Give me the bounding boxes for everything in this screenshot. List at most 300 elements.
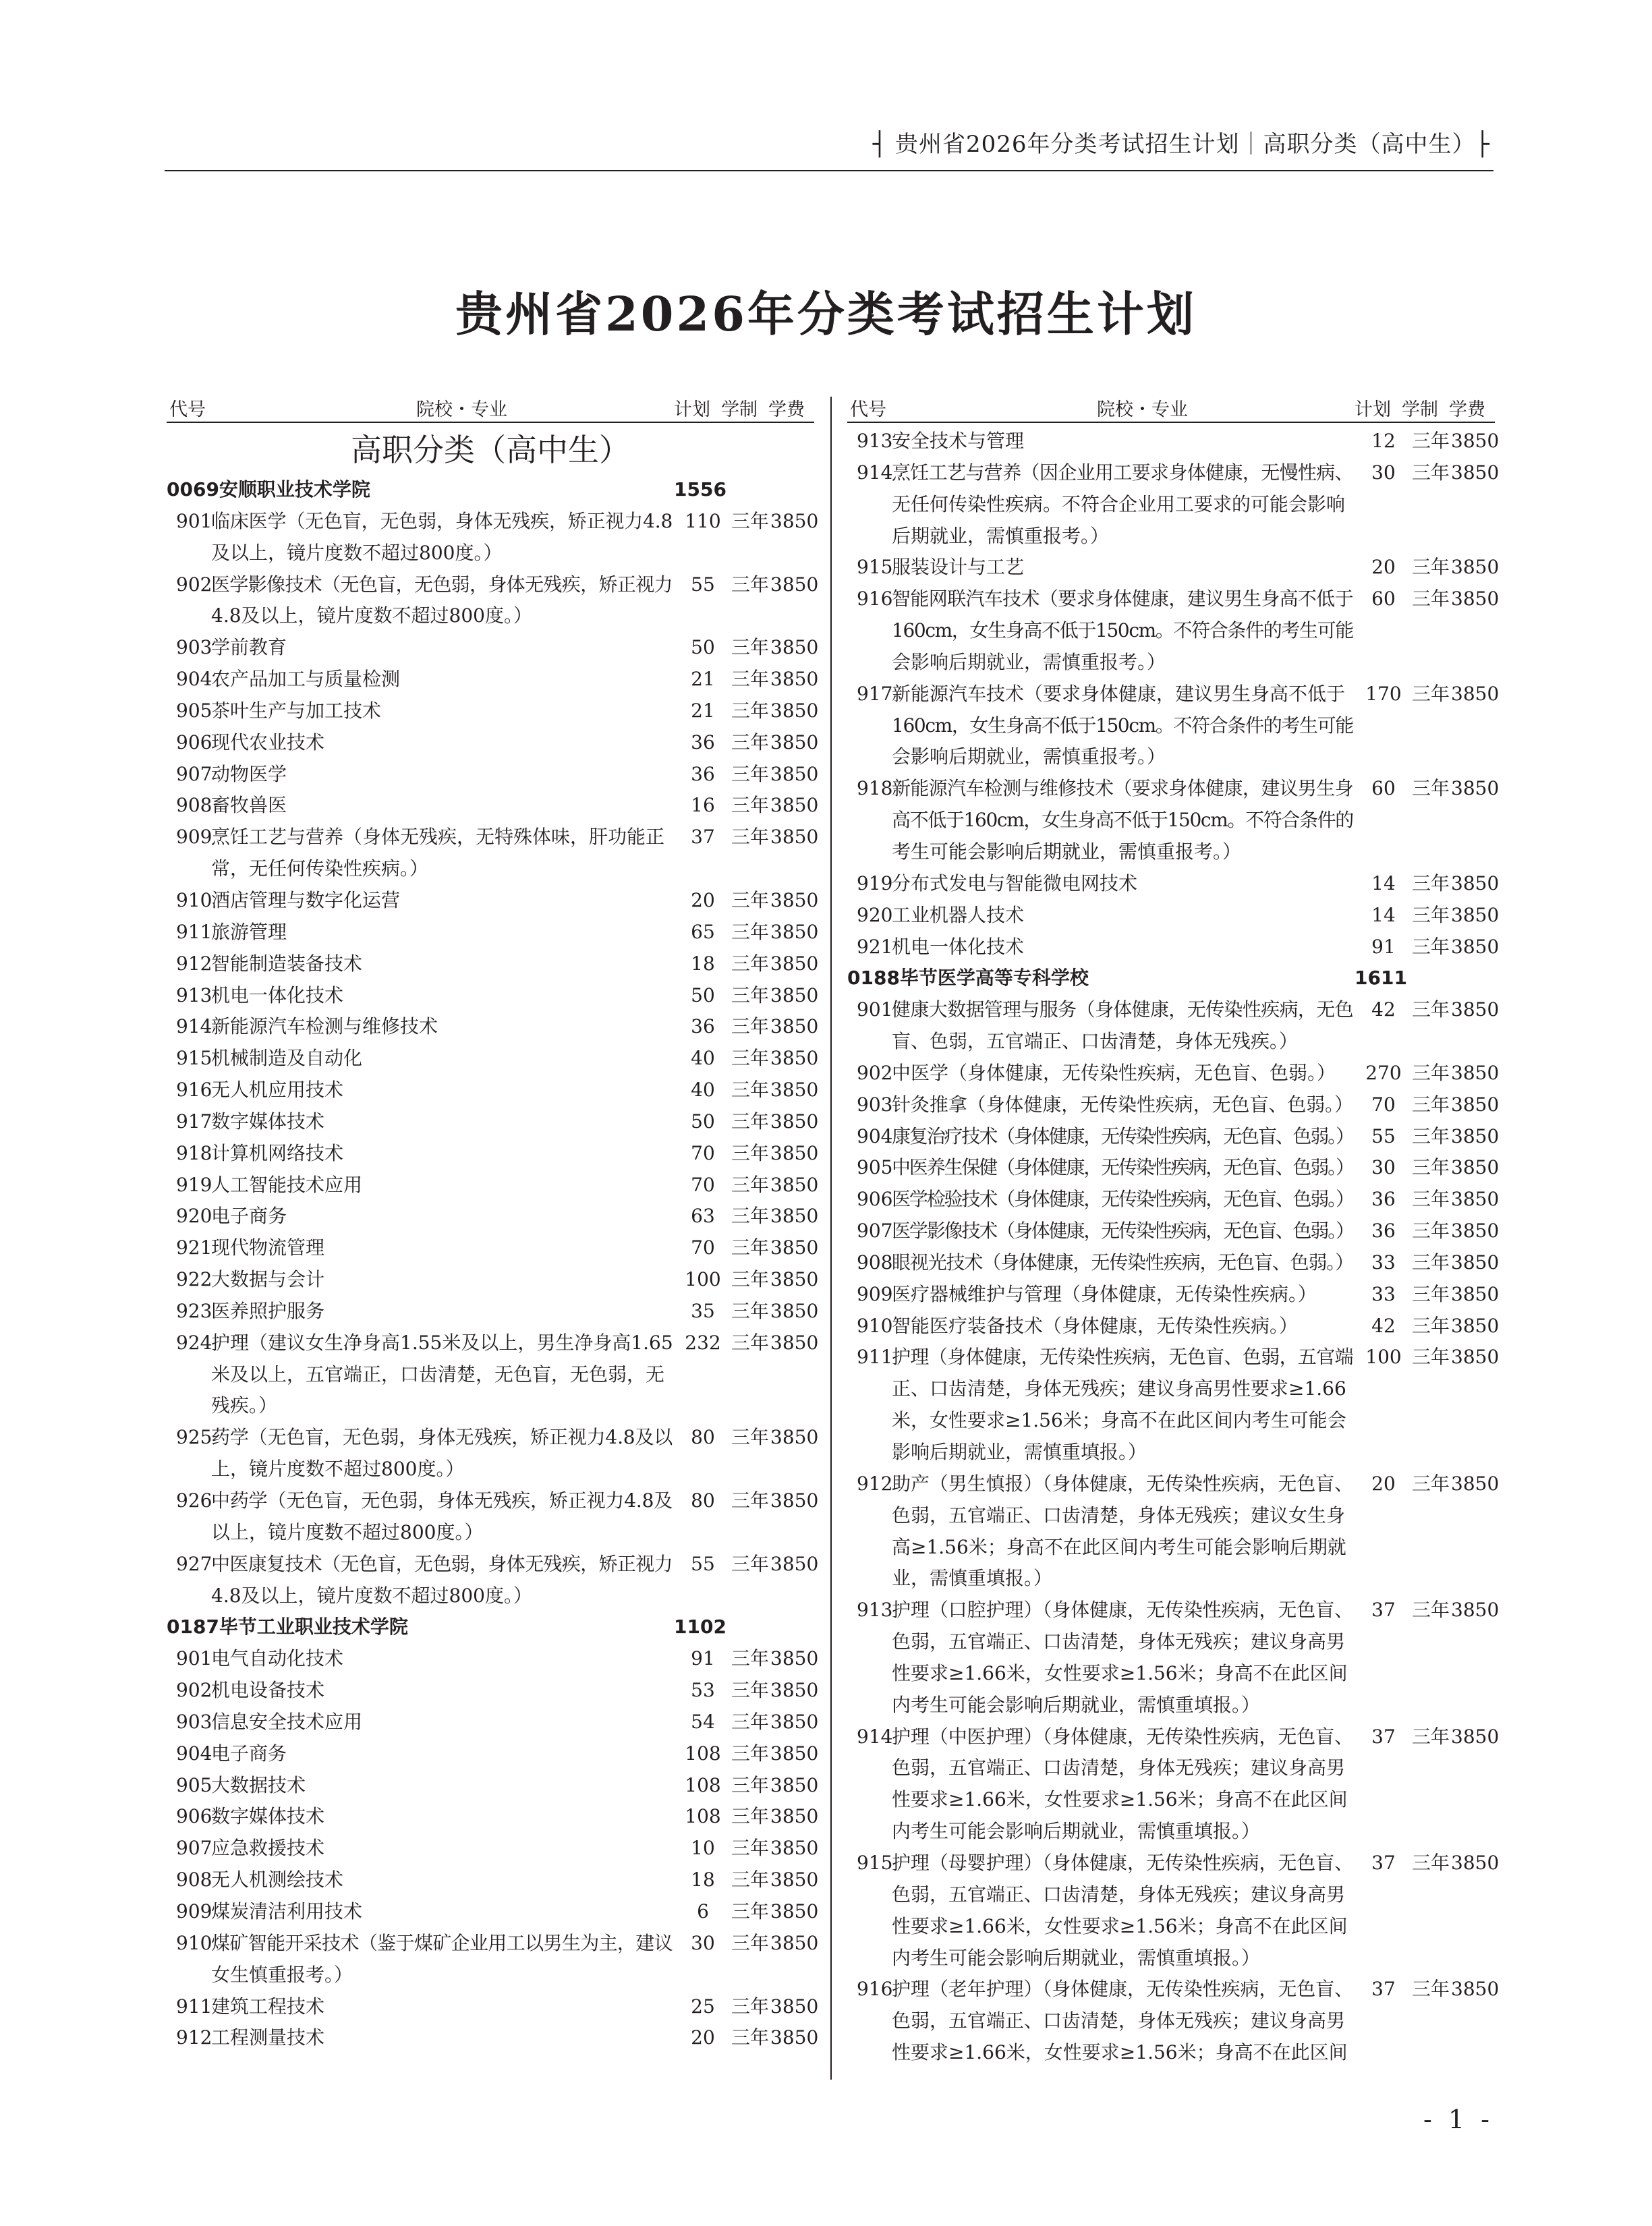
major-name-line: 茶叶生产与加工技术 [211,699,382,722]
major-name-line: 4.8及以上，镜片度数不超过800度。） [211,1584,532,1607]
tuition-fee: 3850 [1451,998,1500,1021]
major-name-line: 烹饪工艺与营养（因企业用工要求身体健康，无慢性病、 [892,461,1354,484]
major-code: 901 [176,509,212,532]
major-name-line: 新能源汽车检测与维修技术 [211,1015,438,1038]
plan-count: 53 [691,1679,715,1702]
plan-count: 14 [1371,872,1396,894]
major-code: 905 [176,699,212,722]
table-row [167,1201,819,1232]
major-name-line: 无人机测绘技术 [211,1868,344,1891]
plan-count: 37 [691,826,715,849]
major-name [211,1549,674,1612]
study-years: 三年 [731,762,769,785]
major-code: 920 [176,1205,212,1228]
tuition-fee: 3850 [1451,430,1500,452]
major-name [211,1170,674,1201]
study-years: 三年 [731,1110,769,1133]
major-name [211,822,674,885]
tuition-fee: 3850 [770,1236,819,1259]
major-name-line: 医学影像技术（身体健康，无传染性疾病，无色盲、色弱。） [892,1220,1353,1243]
tuition-fee: 3850 [770,668,819,691]
plan-count: 60 [1371,588,1396,610]
major-name-line: 残疾。） [211,1394,278,1417]
table-row [847,1468,1500,1595]
plan-count: 100 [685,1268,721,1291]
table-row [167,1232,819,1264]
major-code: 914 [176,1015,212,1038]
major-name-line: 分布式发电与智能微电网技术 [892,872,1138,894]
major-code: 902 [176,573,212,596]
major-name [892,679,1355,774]
plan-count: 80 [691,1426,715,1449]
major-name-line: 临床医学（无色盲，无色弱，身体无残疾，矫正视力4.8 [211,509,673,532]
major-code: 923 [176,1299,212,1322]
major-name-line: 4.8及以上，镜片度数不超过800度。） [211,604,532,627]
table-row [847,1089,1500,1121]
major-code: 912 [176,2026,212,2049]
major-name [211,759,674,791]
major-name [211,569,674,633]
tuition-fee: 3850 [770,1837,819,1860]
major-name-line: 医学影像技术（无色盲，无色弱，身体无残疾，矫正视力 [211,573,673,596]
tuition-fee: 3850 [1451,872,1500,894]
study-years: 三年 [1411,1314,1450,1337]
major-name [892,994,1355,1058]
table-row [847,1247,1500,1279]
table-row [847,426,1500,457]
plan-count: 37 [1371,1851,1396,1874]
table-row [847,1848,1500,1974]
major-name [211,2022,674,2054]
major-name-line: 米，女性要求≥1.56米；身高不在此区间内考生可能会 [892,1409,1346,1432]
tuition-fee: 3850 [770,573,819,596]
major-name-line: 现代物流管理 [211,1236,325,1259]
plan-count: 70 [691,1236,715,1259]
plan-count: 20 [1371,1472,1396,1495]
table-row [847,1121,1500,1153]
table-row [847,1279,1500,1311]
table-row [167,1864,819,1896]
plan-count: 25 [691,1995,715,2018]
table-row [167,664,819,695]
tuition-fee: 3850 [770,794,819,817]
left-column [167,395,819,2054]
table-row [167,727,819,759]
study-years: 三年 [1411,1282,1450,1305]
study-years: 三年 [1411,1156,1450,1179]
major-name [211,632,674,664]
major-code: 925 [176,1426,212,1449]
major-name [892,932,1355,963]
study-years: 三年 [1411,1851,1450,1874]
major-code: 908 [857,1251,893,1274]
major-code: 905 [857,1156,893,1179]
plan-count: 70 [691,1141,715,1164]
tuition-fee: 3850 [1451,1978,1500,2001]
major-name-line: 护理（口腔护理）（身体健康，无传染性疾病，无色盲、 [892,1599,1354,1622]
major-name-line: 数字媒体技术 [211,1110,325,1133]
plan-count: 21 [691,699,715,722]
table-row [847,457,1500,552]
major-name-line: 色弱，五官端正、口齿清楚，身体无残疾；建议身高男 [892,1630,1346,1653]
major-code: 915 [857,556,893,579]
study-years: 三年 [731,1236,769,1259]
major-name [892,1468,1355,1595]
major-name-line: 大数据与会计 [211,1268,325,1291]
major-name [892,1974,1355,2069]
study-years: 三年 [731,1079,769,1102]
study-years: 三年 [1411,1251,1450,1274]
major-name-line: 智能医疗装备技术（身体健康，无传染性疾病。） [892,1314,1299,1337]
major-name-line: 煤炭清洁利用技术 [211,1900,363,1922]
study-years: 三年 [731,983,769,1006]
table-row [847,868,1500,900]
major-name-line: 160cm，女生身高不低于150cm。不符合条件的考生可能 [892,619,1353,642]
major-name [211,980,674,1012]
major-name-line: 常，无任何传染性疾病。） [211,857,429,880]
table-row [847,1595,1500,1721]
plan-count: 270 [1365,1061,1402,1084]
major-code: 913 [857,430,893,452]
study-years: 三年 [731,1173,769,1196]
study-years: 三年 [731,1552,769,1575]
major-name-line: 机电一体化技术 [211,983,344,1006]
school-total-plan: 1611 [1355,967,1407,990]
study-years: 三年 [731,573,769,596]
major-name-line: 高不低于160cm，女生身高不低于150cm。不符合条件的 [892,809,1353,832]
plan-count: 60 [1371,777,1396,800]
table-row [167,759,819,791]
major-code: 916 [857,588,893,610]
study-years: 三年 [731,920,769,943]
plan-count: 108 [685,1805,721,1828]
major-name [892,1311,1355,1342]
study-years: 三年 [1411,430,1450,452]
major-name-line: 护理（中医护理）（身体健康，无传染性疾病，无色盲、 [892,1725,1354,1748]
major-name [211,1296,674,1328]
major-name [892,900,1355,932]
study-years: 三年 [731,1900,769,1922]
major-name-line: 考生可能会影响后期就业，需慎重报考。） [892,840,1242,863]
major-code: 912 [857,1472,893,1495]
study-years: 三年 [1411,1472,1450,1495]
tuition-fee: 3850 [770,952,819,975]
major-name [211,1264,674,1296]
major-name-line: 中医康复技术（无色盲，无色弱，身体无残疾，矫正视力 [211,1552,673,1575]
tuition-fee: 3850 [770,1995,819,2018]
major-name [211,1801,674,1833]
table-row [167,569,819,633]
tuition-fee: 3850 [1451,461,1500,484]
major-code: 916 [176,1079,212,1102]
tuition-fee: 3850 [1451,1282,1500,1305]
major-name-line: 新能源汽车技术（要求身体健康，建议男生身高不低于 [892,682,1346,705]
major-name-line: 中药学（无色盲，无色弱，身体无残疾，矫正视力4.8及 [211,1489,673,1512]
major-code: 910 [176,888,212,911]
major-name-line: 上，镜片度数不超过800度。） [211,1458,465,1481]
table-row [167,1707,819,1738]
study-years: 三年 [1411,998,1450,1021]
study-years: 三年 [1411,1188,1450,1211]
tuition-fee: 3850 [770,1710,819,1733]
table-row [167,506,819,569]
tuition-fee: 3850 [1451,682,1500,705]
plan-count: 35 [691,1299,715,1322]
tuition-fee: 3850 [770,1426,819,1449]
table-row [167,1328,819,1423]
major-code: 907 [176,1837,212,1860]
table-row [167,822,819,885]
major-name-line: 电子商务 [211,1742,287,1765]
study-years: 三年 [1411,1220,1450,1243]
major-name-line: 现代农业技术 [211,731,325,753]
major-name [892,1721,1355,1848]
table-row [167,1075,819,1106]
study-years: 三年 [731,1426,769,1449]
plan-count: 42 [1371,1314,1396,1337]
tuition-fee: 3850 [770,1900,819,1922]
major-name-line: 无任何传染性疾病。不符合企业用工要求的可能会影响 [892,492,1346,515]
tuition-fee: 3850 [1451,1156,1500,1179]
major-name [892,1848,1355,1974]
major-code: 914 [857,461,893,484]
study-years: 三年 [731,699,769,722]
major-name [211,1864,674,1896]
study-years: 三年 [731,1742,769,1765]
table-row [167,1991,819,2023]
major-code: 916 [857,1978,893,2001]
major-name [211,1928,674,1991]
study-years: 三年 [731,1868,769,1891]
major-code: 904 [176,668,212,691]
major-name-line: 会影响后期就业，需慎重报考。） [892,745,1166,768]
table-row [847,1058,1500,1089]
major-name-line: 旅游管理 [211,920,287,943]
table-row [847,773,1500,868]
major-name-line: 性要求≥1.66米，女性要求≥1.56米；身高不在此区间 [892,2041,1348,2064]
major-name [211,1043,674,1075]
major-code: 903 [176,1710,212,1733]
study-years: 三年 [731,1047,769,1070]
major-name-line: 性要求≥1.66米，女性要求≥1.56米；身高不在此区间 [892,1661,1348,1684]
major-code: 917 [176,1110,212,1133]
study-years: 三年 [731,952,769,975]
tuition-fee: 3850 [770,1173,819,1196]
major-name-line: 智能制造装备技术 [211,952,363,975]
tuition-fee: 3850 [1451,1314,1500,1337]
study-years: 三年 [1411,1725,1450,1748]
major-code: 927 [176,1552,212,1575]
major-name-line: 人工智能技术应用 [211,1173,363,1196]
major-name-line: 酒店管理与数字化运营 [211,888,401,911]
major-name-line: 大数据技术 [211,1773,306,1796]
plan-count: 55 [691,573,715,596]
major-code: 917 [857,682,893,705]
major-name-line: 建筑工程技术 [211,1995,325,2018]
study-years: 三年 [1411,682,1450,705]
major-name-line: 工业机器人技术 [892,903,1025,926]
major-name [892,773,1355,868]
table-row [167,1928,819,1991]
major-name-line: 护理（母婴护理）（身体健康，无传染性疾病，无色盲、 [892,1851,1354,1874]
major-name-line: 新能源汽车检测与维修技术（要求身体健康，建议男生身 [892,777,1354,800]
plan-count: 30 [1371,461,1396,484]
major-name [211,1201,674,1232]
plan-count: 40 [691,1079,715,1102]
school-header [167,474,814,506]
table-row [167,2022,819,2054]
major-code: 904 [176,1742,212,1765]
plan-count: 30 [691,1931,715,1954]
study-years: 三年 [731,1489,769,1512]
major-name [892,1058,1355,1089]
major-name [892,426,1355,457]
section-title: 高职分类（高中生） [351,432,630,468]
major-name-line: 服装设计与工艺 [892,556,1025,579]
tuition-fee: 3850 [1451,1472,1500,1495]
major-name-line: 中医学（身体健康，无传染性疾病，无色盲、色弱。） [892,1061,1336,1084]
major-name-line: 安全技术与管理 [892,430,1025,452]
major-name [892,1216,1355,1247]
major-name [211,664,674,695]
major-name-line: 内考生可能会影响后期就业，需慎重填报。） [892,1820,1261,1843]
major-name [211,1770,674,1802]
major-name-line: 应急救援技术 [211,1837,325,1860]
major-code: 901 [176,1647,212,1670]
table-row [167,1896,819,1928]
study-years: 三年 [731,888,769,911]
tuition-fee: 3850 [770,2026,819,2049]
table-row [847,679,1500,774]
major-code: 921 [857,935,893,958]
study-years: 三年 [731,1805,769,1828]
major-name-line: 内考生可能会影响后期就业，需慎重填报。） [892,1693,1261,1716]
column-headers [847,395,1495,423]
major-name-line: 助产（男生慎报）（身体健康，无传染性疾病，无色盲、 [892,1472,1354,1495]
major-code: 918 [176,1141,212,1164]
tuition-fee: 3850 [770,1489,819,1512]
major-name-line: 性要求≥1.66米，女性要求≥1.56米；身高不在此区间 [892,1788,1348,1811]
study-years: 三年 [1411,1061,1450,1084]
table-row [167,1675,819,1707]
table-row [167,885,819,917]
table-row [167,1011,819,1043]
major-code: 902 [857,1061,893,1084]
table-row [167,1643,819,1675]
major-name [892,1152,1355,1184]
plan-count: 21 [691,668,715,691]
plan-count: 50 [691,983,715,1006]
tuition-fee: 3850 [770,1931,819,1954]
table-row [167,1833,819,1864]
major-name [211,1833,674,1864]
major-name-line: 色弱，五官端正、口齿清楚，身体无残疾；建议身高男 [892,1757,1346,1779]
running-head: ┤ 贵州省2026年分类考试招生计划｜高职分类（高中生）├ [872,131,1490,158]
major-name-line: 护理（老年护理）（身体健康，无传染性疾病，无色盲、 [892,1978,1354,2001]
major-name [211,1138,674,1170]
plan-count: 10 [691,1837,715,1860]
column-headers [167,395,814,423]
major-code: 913 [176,983,212,1006]
study-years: 三年 [731,1710,769,1733]
header-fee: 学费 [1449,399,1485,420]
header-school-major: 院校・专业 [416,399,507,420]
school-total-plan: 1102 [674,1616,727,1638]
table-row [847,583,1500,679]
rows [167,474,819,2054]
page-number: - 1 - [1423,2105,1494,2134]
plan-count: 36 [691,1015,715,1038]
school-header [167,1611,814,1643]
major-code: 910 [857,1314,893,1337]
major-name-line: 女生慎重报考。） [211,1963,353,1986]
major-code: 915 [176,1047,212,1070]
school-name: 0188毕节医学高等专科学校 [847,967,1089,990]
table-row [847,1974,1500,2069]
study-years: 三年 [731,509,769,532]
plan-count: 37 [1371,1978,1396,2001]
major-name-line: 电气自动化技术 [211,1647,344,1670]
major-code: 903 [857,1093,893,1116]
study-years: 三年 [1411,461,1450,484]
tuition-fee: 3850 [1451,777,1500,800]
study-years: 三年 [731,1679,769,1702]
header-fee: 学费 [768,399,805,420]
study-years: 三年 [1411,935,1450,958]
plan-count: 14 [1371,903,1396,926]
header-plan: 计划 [674,399,710,420]
plan-count: 18 [691,1868,715,1891]
study-years: 三年 [1411,903,1450,926]
tuition-fee: 3850 [770,1079,819,1102]
major-name [892,868,1355,900]
major-code: 902 [176,1679,212,1702]
study-years: 三年 [1411,777,1450,800]
tuition-fee: 3850 [770,1015,819,1038]
major-name-line: 色弱，五官端正、口齿清楚，身体无残疾；建议身高男 [892,1883,1346,1906]
tuition-fee: 3850 [770,1679,819,1702]
plan-count: 20 [691,888,715,911]
header-code: 代号 [850,399,886,420]
major-name-line: 医养照护服务 [211,1299,325,1322]
major-name [211,1485,674,1549]
tuition-fee: 3850 [770,1552,819,1575]
plan-count: 36 [691,762,715,785]
table-row [167,1043,819,1075]
major-name-line: 正、口齿清楚，身体无残疾；建议身高男性要求≥1.66 [892,1377,1346,1400]
plan-count: 91 [1371,935,1396,958]
plan-count: 20 [691,2026,715,2049]
table-row [847,994,1500,1058]
table-row [167,1106,819,1138]
major-name-line: 盲、色弱，五官端正、口齿清楚，身体无残疾。） [892,1030,1299,1053]
tuition-fee: 3850 [1451,1599,1500,1622]
major-name [211,790,674,822]
major-code: 906 [176,1805,212,1828]
major-code: 915 [857,1851,893,1874]
tuition-fee: 3850 [770,762,819,785]
tuition-fee: 3850 [1451,1251,1500,1274]
tuition-fee: 3850 [770,1773,819,1796]
major-code: 911 [176,920,212,943]
tuition-fee: 3850 [770,731,819,753]
major-name-line: 医疗器械维护与管理（身体健康，无传染性疾病。） [892,1282,1317,1305]
major-code: 903 [176,636,212,659]
major-code: 912 [176,952,212,975]
major-name [211,1106,674,1138]
tuition-fee: 3850 [770,1268,819,1291]
major-code: 921 [176,1236,212,1259]
